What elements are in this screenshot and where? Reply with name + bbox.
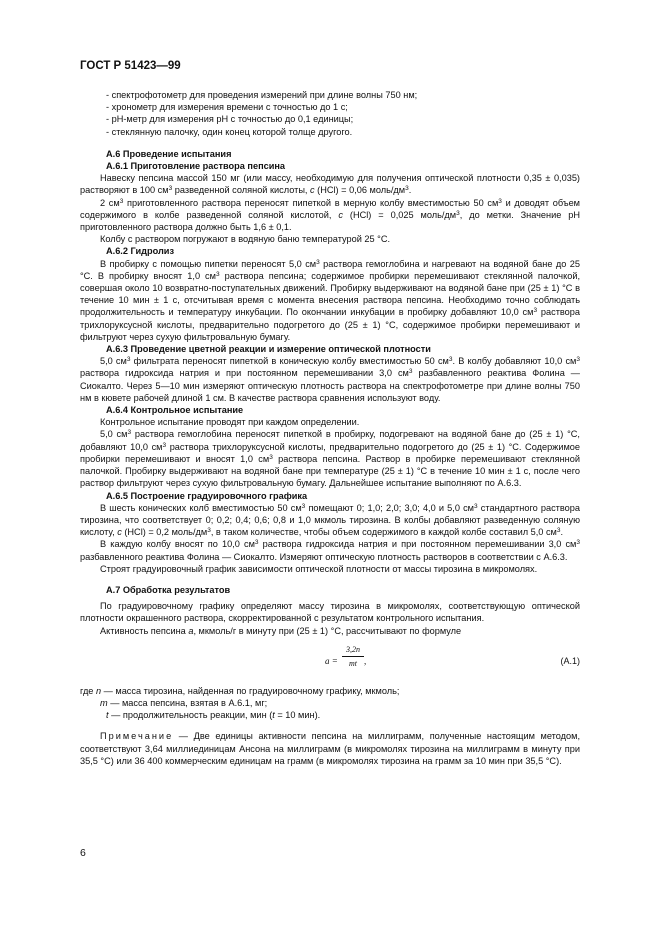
paragraph: Активность пепсина а, мкмоль/г в минуту при (25 ± 1) °С, рассчитывают по формуле (100, 625, 462, 636)
list-item: - стеклянную палочку, один конец которой толще другого. (106, 126, 353, 137)
formula-comma: , (364, 655, 367, 666)
section-a6-3-heading: А.6.3 Проведение цветной реакции и измерение оптической плотности (106, 344, 431, 355)
note-label: Примечание (100, 731, 174, 742)
formula-fraction (342, 644, 367, 669)
section-a6-2-heading: А.6.2 Гидролиз (106, 246, 175, 257)
paragraph: В шесть конических колб вместимостью 50 $см^3$ помещают 0; 1,0; 2,0; 3,0; 4,0 и 5,0 $см^3$ стандартного раствора тирозина, что соответствует 0; 0,2; 0,4; 0,6; 0,8 и 1,0 мкмоль тирозина. В колбы добавляют разведенную соляную кислоту, с (HCl) = 0,2 моль/$дм^3$, в таком количестве, чтобы объем содержимого в каждой колбе составил 5,0 $см^3$. (80, 502, 580, 538)
definition-m: m — масса пепсина, взятая в А.6.1, мг; (100, 697, 268, 708)
paragraph: 5,0 $см^3$ фильтрата переносят пипеткой в коническую колбу вместимостью 50 $см^3$. В колбу добавляют 10,0 $см^3$ раствора гидроксида натрия и при постоянном перемешивании 3,0 $см^3$ разбавленного реактива Фолина — Сиокалто. Через 5—10 мин измеряют оптическую плотность раствора на спектрофотометре при длине волны 750 нм в кювете рабочей длиной 1 см. В качестве раствора сравнения используют воду. (80, 356, 580, 403)
section-a6-4-heading: А.6.4 Контрольное испытание (106, 405, 244, 416)
definition-n: где n — масса тирозина, найденная по градуировочному графику, мкмоль; (80, 685, 400, 696)
paragraph: Строят градуировочный график зависимости оптической плотности от массы тирозина в микромолях. (100, 563, 538, 574)
paragraph: В каждую колбу вносят по 10,0 $см^3$ раствора гидроксида натрия и при постоянном перемешивании 3,0 $см^3$ разбавленного реактива Фолина — Сиокалто. Измеряют оптическую плотность растворов в соответствии с А.6.3. (80, 539, 580, 562)
formula-denominator: mt (349, 658, 357, 668)
paragraph: Навеску пепсина массой 150 мг (или массу, необходимую для получения оптической плотности 0,35 ± 0,035) растворяют в 100 $см^3$ разведенной соляной кислоты, с (HCl) = 0,06 моль/$дм^3$. (80, 173, 580, 196)
paragraph: По градуировочному графику определяют массу тирозина в микромолях, соответствующую оптической плотности окрашенного раствора, скорректированной с результатом контрольного испытания. (80, 601, 580, 624)
list-item: - спектрофотометр для проведения измерений при длине волны 750 нм; (106, 90, 418, 100)
paragraph: В пробирку с помощью пипетки переносят 5,0 $см^3$ раствора гемоглобина и нагревают на водяной бане до 25 °С. В пробирку вносят 1,0 $см^3$ раствора пепсина; содержимое пробирки перемешивают стеклянной палочкой, совершая около 10 возвратно-поступательных движений. Пробирку выдерживают на водяной бане при (25 ± 1) °С в течение 10 мин ± 1 с, отсчитывая время с момента внесения раствора пепсина. Необходимо точно соблюдать продолжительность и температуру инкубации. По окончании инкубации в пробирку добавляют 10,0 $см^3$ раствора трихлоруксусной кислоты, предварительно подогретого до (25 ± 1) °С, содержимое пробирки перемешивают и фильтруют через сухую фильтровальную бумагу. (80, 258, 581, 342)
document-code: ГОСТ Р 51423—99 (80, 60, 181, 72)
section-a6-5-heading: А.6.5 Построение градуировочного графика (106, 490, 308, 501)
paragraph: 5,0 $см^3$ раствора гемоглобина переносят пипеткой в пробирку, подогревают на водяной бане до (25 ± 1) °С, добавляют 10,0 $см^3$ раствора трихлоруксусной кислоты, предварительно подогретого до (25 ± 1) °С. Содержимое пробирки перемешивают и вносят 1,0 $см^3$ раствора пепсина. Раствор в пробирке перемешивают стеклянной палочкой. Пробирку выдерживают на водяной бане при температуре (25 ± 1) °С в течение 10 мин ± 1 с, после чего раствор фильтруют через сухую фильтровальную бумагу. Дальнейшее испытание выполняют по А.6.3. (80, 429, 580, 489)
formula-a1 (80, 645, 580, 675)
paragraph: 2 $см^3$ приготовленного раствора переносят пипеткой в мерную колбу вместимостью 50 $см^3$ и доводят объем содержимого в колбе разведенной соляной кислотой, с (HCl) = 0,025 моль/$дм^3$, до метки. Значение рН приготовленного раствора должно быть 1,6 ± 0,1. (80, 197, 580, 233)
paragraph: Контрольное испытание проводят при каждом определении. (100, 417, 360, 428)
section-a6-heading: А.6 Проведение испытания (106, 148, 232, 159)
formula-number: (А.1) (560, 655, 580, 666)
equipment-list (106, 89, 580, 138)
paragraph: Колбу с раствором погружают в водяную баню температурой 25 °С. (100, 234, 391, 245)
page-content (80, 89, 580, 767)
list-item: - хронометр для измерения времени с точностью до 1 с; (106, 102, 348, 113)
page-number: 6 (80, 847, 86, 859)
note: Примечание — Две единицы активности пепсина на миллиграмм, полученные настоящим методом, соответствуют 3,64 миллиединицам Ансона на миллиграмм (в микромолях тирозина на миллиграмм в минуту при 35,5 °С) или 36 400 коммерческим единицам на грамм (в микромолях тирозина на грамм за 10 мин при 35,5 °С). (80, 731, 580, 766)
section-a6-1-heading: А.6.1 Приготовление раствора пепсина (106, 161, 286, 172)
formula-definitions (80, 685, 580, 722)
section-a7-heading: А.7 Обработка результатов (106, 584, 231, 595)
definition-t: t — продолжительность реакции, мин (t = 10 мин). (106, 710, 321, 721)
formula-numerator: 3,2n (342, 645, 364, 657)
list-item: - рН-метр для измерения рН с точностью до 0,1 единицы; (106, 114, 354, 125)
formula-lhs: a = (325, 655, 338, 666)
